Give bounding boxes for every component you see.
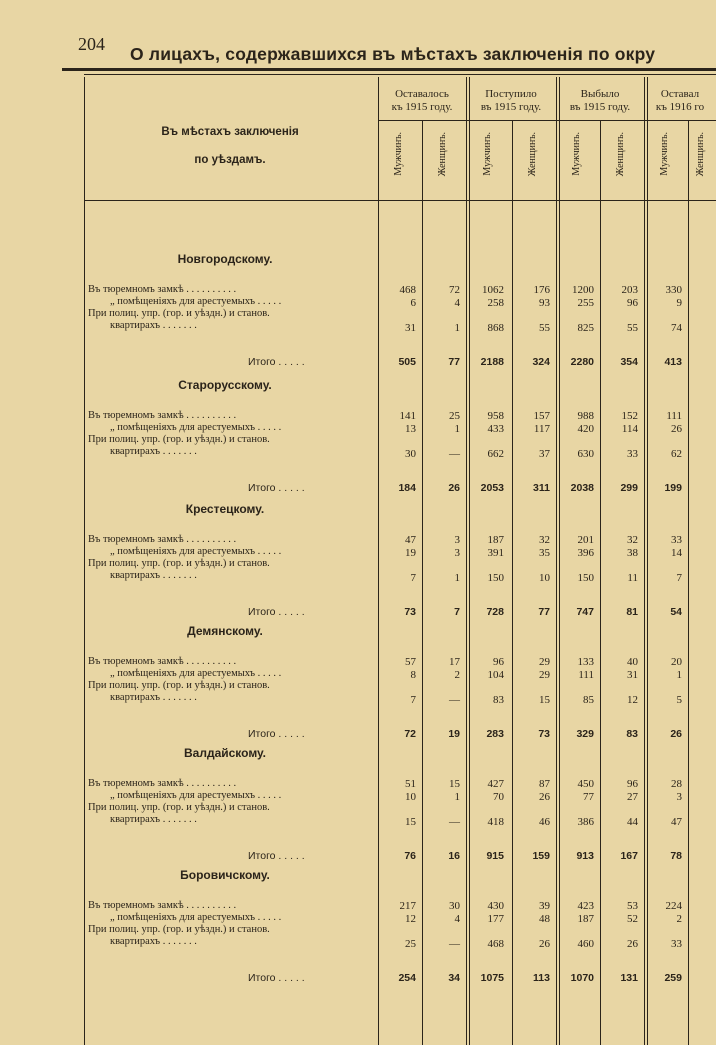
row-label-police: При полиц. упр. (гор. и уѣздн.) и станов.: [88, 924, 270, 935]
table-cell: 51: [405, 778, 416, 790]
total-cell: 16: [448, 850, 460, 862]
table-cell: 70: [493, 791, 504, 803]
table-cell: 87: [539, 778, 550, 790]
table-cell: —: [449, 448, 460, 460]
district-name: Старорусскому.: [178, 378, 272, 392]
table-cell: 150: [577, 572, 594, 584]
table-cell: 203: [621, 284, 638, 296]
table-cell: 2: [454, 669, 460, 681]
total-cell: 299: [620, 482, 638, 494]
table-cell: 418: [487, 816, 504, 828]
table-cell: 10: [539, 572, 550, 584]
table-cell: 427: [487, 778, 504, 790]
column-divider: [600, 120, 601, 1045]
table-cell: 25: [405, 938, 416, 950]
table-cell: 187: [577, 913, 594, 925]
table-cell: 57: [405, 656, 416, 668]
total-cell: 1070: [570, 972, 594, 984]
table-cell: 15: [405, 816, 416, 828]
table-cell: 30: [449, 900, 460, 912]
table-cell: 15: [539, 694, 550, 706]
table-cell: 6: [410, 297, 416, 309]
column-divider: [422, 120, 423, 1045]
table-cell: 96: [627, 778, 638, 790]
row-label-arrest: „ помѣщеніяхъ для арестуемыхъ . . . . .: [110, 912, 282, 923]
total-cell: 329: [576, 728, 594, 740]
table-cell: 25: [449, 410, 460, 422]
table-cell: 1: [454, 322, 460, 334]
table-cell: 47: [405, 534, 416, 546]
place-header-line2: по уѣздамъ.: [194, 154, 266, 166]
table-cell: 55: [539, 322, 550, 334]
table-cell: 9: [676, 297, 682, 309]
group-header-line1: Оставал: [660, 88, 700, 100]
table-cell: 468: [399, 284, 416, 296]
row-label-arrest: „ помѣщеніяхъ для арестуемыхъ . . . . .: [110, 422, 282, 433]
table-cell: 104: [487, 669, 504, 681]
total-cell: 184: [398, 482, 416, 494]
row-label-prison: Въ тюремномъ замкѣ . . . . . . . . . .: [88, 900, 237, 911]
row-label-prison: Въ тюремномъ замкѣ . . . . . . . . . .: [88, 656, 237, 667]
table-cell: 31: [627, 669, 638, 681]
total-cell: 2053: [480, 482, 504, 494]
men-column-header: Мужчинъ.: [393, 132, 404, 176]
table-cell: 31: [405, 322, 416, 334]
women-column-header: Женщинъ.: [527, 132, 538, 177]
total-cell: 199: [664, 482, 682, 494]
table-cell: —: [449, 816, 460, 828]
table-cell: 14: [671, 547, 682, 559]
district-name: Валдайскому.: [184, 746, 266, 760]
group-header-line1: Выбыло: [580, 88, 620, 100]
table-cell: 29: [539, 656, 550, 668]
total-cell: 2280: [570, 356, 594, 368]
table-cell: 391: [487, 547, 504, 559]
table-cell: 868: [487, 322, 504, 334]
table-cell: 96: [493, 656, 504, 668]
table-cell: 13: [405, 423, 416, 435]
table-cell: 630: [577, 448, 594, 460]
table-cell: 35: [539, 547, 550, 559]
row-label-total: Итого . . . . .: [248, 850, 305, 862]
total-cell: 83: [626, 728, 638, 740]
total-cell: 2188: [480, 356, 504, 368]
table-cell: 93: [539, 297, 550, 309]
column-divider: [556, 77, 557, 1045]
table-cell: 460: [577, 938, 594, 950]
row-label-arrest: „ помѣщеніяхъ для арестуемыхъ . . . . .: [110, 296, 282, 307]
table-cell: 825: [577, 322, 594, 334]
table-cell: 52: [627, 913, 638, 925]
table-cell: 53: [627, 900, 638, 912]
column-divider: [512, 120, 513, 1045]
table-cell: 44: [627, 816, 638, 828]
column-divider: [378, 77, 379, 1045]
row-label-police: При полиц. упр. (гор. и уѣздн.) и станов.: [88, 308, 270, 319]
table-cell: 7: [676, 572, 682, 584]
row-label-police-cont: квартирахъ . . . . . . .: [110, 936, 197, 947]
total-cell: 728: [486, 606, 504, 618]
total-cell: 324: [532, 356, 550, 368]
row-label-prison: Въ тюремномъ замкѣ . . . . . . . . . .: [88, 778, 237, 789]
total-cell: 913: [576, 850, 594, 862]
table-cell: 111: [578, 669, 594, 681]
row-label-police-cont: квартирахъ . . . . . . .: [110, 570, 197, 581]
total-cell: 19: [448, 728, 460, 740]
table-cell: 255: [577, 297, 594, 309]
men-column-header: Мужчинъ.: [659, 132, 670, 176]
table-cell: 38: [627, 547, 638, 559]
table-cell: 12: [405, 913, 416, 925]
total-cell: 26: [448, 482, 460, 494]
table-cell: 988: [577, 410, 594, 422]
group-header-line2: въ 1915 году.: [480, 101, 542, 113]
table-cell: 26: [627, 938, 638, 950]
table-cell: 187: [487, 534, 504, 546]
table-cell: 40: [627, 656, 638, 668]
total-cell: 747: [576, 606, 594, 618]
women-column-header: Женщинъ.: [437, 132, 448, 177]
total-cell: 26: [670, 728, 682, 740]
column-divider: [644, 77, 645, 1045]
table-cell: 1200: [572, 284, 594, 296]
table-cell: 141: [399, 410, 416, 422]
total-cell: 81: [626, 606, 638, 618]
total-cell: 2038: [570, 482, 594, 494]
table-cell: 201: [577, 534, 594, 546]
table-cell: 85: [583, 694, 594, 706]
table-cell: 28: [671, 778, 682, 790]
row-label-police-cont: квартирахъ . . . . . . .: [110, 692, 197, 703]
table-cell: 29: [539, 669, 550, 681]
row-label-police: При полиц. упр. (гор. и уѣздн.) и станов.: [88, 802, 270, 813]
table-cell: 114: [621, 423, 638, 435]
table-cell: 157: [533, 410, 550, 422]
table-cell: 77: [583, 791, 594, 803]
group-header-line1: Поступило: [485, 88, 537, 100]
table-cell: 12: [627, 694, 638, 706]
table-cell: 150: [487, 572, 504, 584]
total-cell: 7: [454, 606, 460, 618]
table-cell: 20: [671, 656, 682, 668]
table-cell: 74: [671, 322, 682, 334]
table-cell: 423: [577, 900, 594, 912]
table-cell: 4: [454, 913, 460, 925]
page-title: О лицахъ, содержавшихся въ мѣстахъ заключенія по окру: [130, 44, 656, 64]
row-label-arrest: „ помѣщеніяхъ для арестуемыхъ . . . . .: [110, 668, 282, 679]
total-cell: 167: [620, 850, 638, 862]
column-divider: [466, 77, 467, 1045]
total-cell: 283: [486, 728, 504, 740]
district-name: Новгородскому.: [177, 252, 273, 266]
table-cell: 330: [665, 284, 682, 296]
group-header-line2: къ 1915 году.: [391, 101, 453, 113]
header-rule-thin: [84, 74, 716, 75]
table-left-border: [84, 77, 85, 1045]
table-cell: 37: [539, 448, 550, 460]
total-cell: 73: [404, 606, 416, 618]
row-label-police-cont: квартирахъ . . . . . . .: [110, 446, 197, 457]
total-cell: 77: [538, 606, 550, 618]
table-cell: 224: [665, 900, 682, 912]
table-cell: 396: [577, 547, 594, 559]
table-cell: 3: [454, 534, 460, 546]
table-cell: 33: [671, 534, 682, 546]
table-cell: 39: [539, 900, 550, 912]
group-header-line2: къ 1916 го: [655, 101, 705, 113]
group-header: [644, 88, 716, 114]
women-column-header: Женщинъ.: [615, 132, 626, 177]
table-cell: 7: [410, 694, 416, 706]
total-cell: 77: [448, 356, 460, 368]
row-label-arrest: „ помѣщеніяхъ для арестуемыхъ . . . . .: [110, 546, 282, 557]
table-cell: 55: [627, 322, 638, 334]
place-column-header: [100, 118, 360, 174]
table-cell: 430: [487, 900, 504, 912]
total-cell: 34: [448, 972, 460, 984]
header-bottom-rule: [84, 200, 716, 201]
column-divider: [688, 120, 689, 1045]
total-cell: 159: [532, 850, 550, 862]
table-cell: 96: [627, 297, 638, 309]
table-cell: 433: [487, 423, 504, 435]
table-cell: 1062: [482, 284, 504, 296]
total-cell: 78: [670, 850, 682, 862]
table-cell: 33: [627, 448, 638, 460]
table-cell: 468: [487, 938, 504, 950]
table-cell: 662: [487, 448, 504, 460]
men-column-header: Мужчинъ.: [571, 132, 582, 176]
table-cell: 33: [671, 938, 682, 950]
total-cell: 254: [398, 972, 416, 984]
row-label-total: Итого . . . . .: [248, 728, 305, 740]
district-name: Демянскому.: [187, 624, 263, 638]
table-cell: 2: [676, 913, 682, 925]
table-cell: 72: [449, 284, 460, 296]
table-cell: 1: [454, 572, 460, 584]
table-cell: 450: [577, 778, 594, 790]
group-header: [378, 88, 466, 114]
table-cell: 32: [627, 534, 638, 546]
table-cell: 3: [454, 547, 460, 559]
district-name: Боровичскому.: [180, 868, 270, 882]
row-label-police: При полиц. упр. (гор. и уѣздн.) и станов.: [88, 434, 270, 445]
table-cell: 1: [454, 423, 460, 435]
total-cell: 54: [670, 606, 682, 618]
table-cell: 111: [666, 410, 682, 422]
group-header: [556, 88, 644, 114]
total-cell: 259: [664, 972, 682, 984]
row-label-prison: Въ тюремномъ замкѣ . . . . . . . . . .: [88, 284, 237, 295]
table-cell: —: [449, 694, 460, 706]
group-header: [466, 88, 556, 114]
table-cell: 19: [405, 547, 416, 559]
table-cell: 217: [399, 900, 416, 912]
row-label-police: При полиц. упр. (гор. и уѣздн.) и станов.: [88, 558, 270, 569]
total-cell: 915: [486, 850, 504, 862]
table-cell: 8: [410, 669, 416, 681]
total-cell: 413: [664, 356, 682, 368]
table-cell: —: [449, 938, 460, 950]
table-cell: 958: [487, 410, 504, 422]
page-number: 204: [78, 34, 105, 54]
total-cell: 72: [404, 728, 416, 740]
total-cell: 505: [398, 356, 416, 368]
table-cell: 3: [676, 791, 682, 803]
table-cell: 15: [449, 778, 460, 790]
table-cell: 62: [671, 448, 682, 460]
total-cell: 113: [533, 972, 550, 984]
row-label-total: Итого . . . . .: [248, 606, 305, 618]
table-cell: 48: [539, 913, 550, 925]
table-cell: 4: [454, 297, 460, 309]
row-label-total: Итого . . . . .: [248, 356, 305, 368]
row-label-total: Итого . . . . .: [248, 482, 305, 494]
total-cell: 73: [538, 728, 550, 740]
group-header-rule: [378, 120, 716, 121]
table-cell: 1: [676, 669, 682, 681]
table-cell: 420: [577, 423, 594, 435]
table-cell: 10: [405, 791, 416, 803]
table-cell: 26: [671, 423, 682, 435]
row-label-prison: Въ тюремномъ замкѣ . . . . . . . . . .: [88, 410, 237, 421]
table-cell: 46: [539, 816, 550, 828]
total-cell: 1075: [480, 972, 504, 984]
place-header-line1: Въ мѣстахъ заключенія: [161, 126, 299, 138]
row-label-police-cont: квартирахъ . . . . . . .: [110, 320, 197, 331]
table-cell: 177: [487, 913, 504, 925]
table-cell: 7: [410, 572, 416, 584]
total-cell: 354: [620, 356, 638, 368]
table-cell: 32: [539, 534, 550, 546]
table-cell: 152: [621, 410, 638, 422]
table-cell: 17: [449, 656, 460, 668]
row-label-arrest: „ помѣщеніяхъ для арестуемыхъ . . . . .: [110, 790, 282, 801]
group-header-line1: Оставалось: [395, 88, 449, 100]
row-label-police-cont: квартирахъ . . . . . . .: [110, 814, 197, 825]
table-cell: 5: [676, 694, 682, 706]
table-cell: 176: [533, 284, 550, 296]
row-label-police: При полиц. упр. (гор. и уѣздн.) и станов.: [88, 680, 270, 691]
table-cell: 117: [533, 423, 550, 435]
table-cell: 26: [539, 791, 550, 803]
group-header-line2: въ 1915 году.: [569, 101, 631, 113]
table-cell: 386: [577, 816, 594, 828]
total-cell: 131: [620, 972, 638, 984]
district-name: Крестецкому.: [185, 502, 265, 516]
table-cell: 47: [671, 816, 682, 828]
table-cell: 83: [493, 694, 504, 706]
women-column-header: Женщинъ.: [695, 132, 706, 177]
row-label-prison: Въ тюремномъ замкѣ . . . . . . . . . .: [88, 534, 237, 545]
total-cell: 76: [404, 850, 416, 862]
table-cell: 11: [627, 572, 638, 584]
table-cell: 258: [487, 297, 504, 309]
table-cell: 1: [454, 791, 460, 803]
table-cell: 30: [405, 448, 416, 460]
total-cell: 311: [533, 482, 550, 494]
men-column-header: Мужчинъ.: [482, 132, 493, 176]
table-cell: 26: [539, 938, 550, 950]
table-cell: 27: [627, 791, 638, 803]
row-label-total: Итого . . . . .: [248, 972, 305, 984]
header-rule: [62, 68, 716, 71]
table-cell: 133: [577, 656, 594, 668]
